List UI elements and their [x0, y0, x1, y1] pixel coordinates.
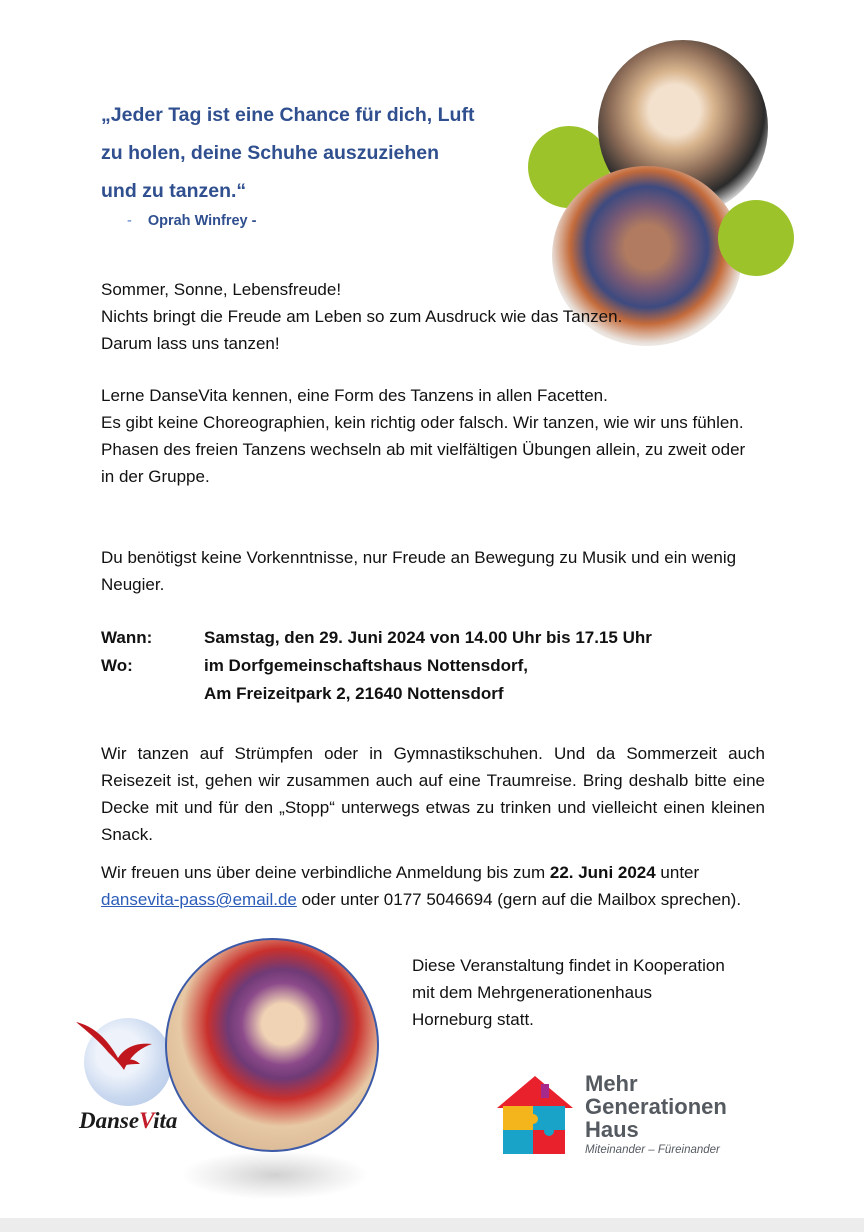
author-name: Oprah Winfrey - [147, 213, 257, 229]
intro-paragraph [101, 276, 761, 357]
mgh-title [585, 1072, 727, 1141]
when-row [101, 624, 652, 652]
registration-paragraph [101, 859, 765, 913]
quote-line-1: „Jeder Tag ist eine Chance für dich, Luft [101, 104, 475, 126]
about-paragraph [101, 382, 753, 490]
cooperation-line-3: Horneburg statt. [412, 1010, 534, 1029]
where-row [101, 652, 652, 680]
dansevita-wordmark: DanseVita [79, 1108, 178, 1133]
event-info [101, 624, 652, 708]
quote [101, 96, 521, 210]
about-line-1: Lerne DanseVita kennen, eine Form des Tanzens in allen Facetten. [101, 386, 608, 405]
cooperation-note [412, 952, 792, 1033]
mgh-line-2: Generationen [585, 1094, 727, 1119]
registration-text-1: Wir freuen uns über deine verbindliche Anmeldung bis zum [101, 863, 550, 882]
author-dash: - [127, 213, 132, 229]
quote-line-3: und zu tanzen.“ [101, 180, 247, 202]
mgh-tagline: Miteinander – Füreinander [585, 1144, 720, 1156]
quote-author [127, 213, 256, 229]
registration-deadline: 22. Juni 2024 [549, 863, 656, 882]
mgh-logo [495, 1072, 755, 1162]
mgh-line-1: Mehr [585, 1071, 638, 1096]
photo-dancing-women [165, 938, 379, 1152]
when-value: Samstag, den 29. Juni 2024 von 14.00 Uhr bis 17.15 Uhr [204, 628, 652, 647]
cooperation-line-1: Diese Veranstaltung findet in Kooperation [412, 956, 725, 975]
intro-line-1: Sommer, Sonne, Lebensfreude! [101, 280, 342, 299]
about-line-3: Phasen des freien Tanzens wechseln ab mit vielfältigen Übungen allein, zu zweit oder in der Gruppe. [101, 440, 746, 486]
about-line-2: Es gibt keine Choreographien, kein richtig oder falsch. Wir tanzen, wie wir uns fühlen. [101, 413, 744, 432]
house-puzzle-icon [495, 1074, 575, 1156]
email-link[interactable]: dansevita-pass@email.de [101, 890, 297, 909]
intro-line-2: Nichts bringt die Freude am Leben so zum Ausdruck wie das Tanzen. [101, 307, 623, 326]
registration-text-2: unter [655, 863, 700, 882]
requirements-paragraph: Du benötigst keine Vorkenntnisse, nur Freude an Bewegung zu Musik und ein wenig Neugier. [101, 548, 737, 594]
green-circle-right [718, 200, 794, 276]
bird-icon [74, 1014, 174, 1084]
photo-shadow [180, 1150, 370, 1200]
details-paragraph: Wir tanzen auf Strümpfen oder in Gymnastikschuhen. Und da Sommerzeit auch Reisezeit ist, gehen wir zusammen auch auf eine Traumreise. Bring deshalb bitte eine Decke mit und für den „Stopp“ unterwegs etwas zu trinken und vielleicht einen kleinen Snack. [101, 744, 765, 844]
where-line-1: im Dorfgemeinschaftshaus Nottensdorf, [204, 656, 528, 675]
cooperation-line-2: mit dem Mehrgenerationenhaus [412, 983, 653, 1002]
page-bottom-bar [0, 1218, 864, 1232]
where-line-2: Am Freizeitpark 2, 21640 Nottensdorf [204, 684, 504, 703]
mgh-line-3: Haus [585, 1117, 639, 1142]
intro-line-3: Darum lass uns tanzen! [101, 334, 280, 353]
quote-line-2: zu holen, deine Schuhe auszuziehen [101, 142, 440, 164]
where-label: Wo: [101, 656, 133, 675]
registration-text-3: oder unter 0177 5046694 (gern auf die Mailbox sprechen). [296, 890, 742, 909]
where-row-2 [101, 680, 652, 708]
when-label: Wann: [101, 628, 153, 647]
